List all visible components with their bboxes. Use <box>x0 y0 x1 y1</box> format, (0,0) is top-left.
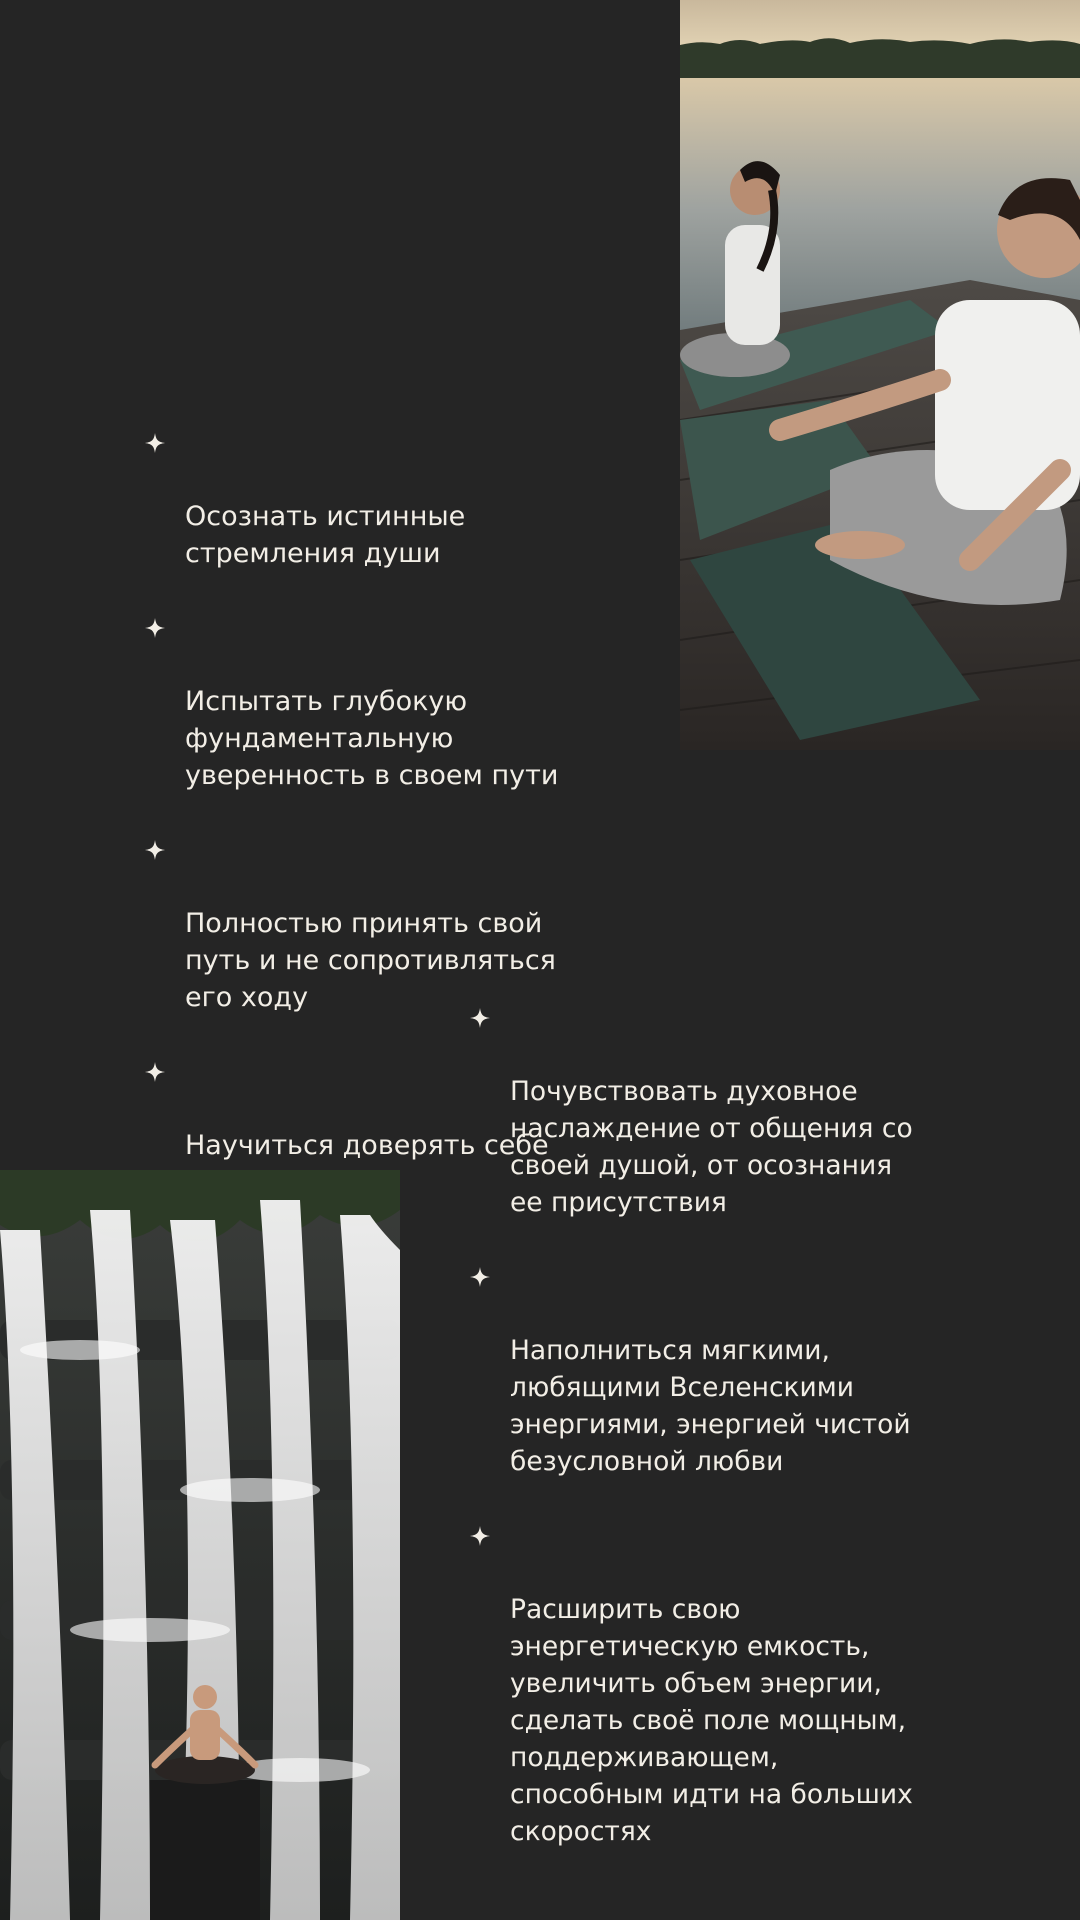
sparkle-star-icon <box>145 840 165 860</box>
list-item <box>145 609 625 794</box>
list-item-text: Расширить свою энергетическую емкость, увеличить объем энергии, сделать своё поле мощным, поддерживающем, способным идти на больших скоростях <box>510 1594 913 1847</box>
list-item <box>145 424 625 572</box>
sparkle-star-icon <box>470 1526 490 1546</box>
list-item-text: Осознать истинные стремления души <box>185 501 466 569</box>
list-item <box>470 1258 990 1480</box>
list-item <box>470 1517 990 1850</box>
sparkle-star-icon <box>145 618 165 638</box>
list-item-text: Испытать глубокую фундаментальную уверенность в своем пути <box>185 686 559 791</box>
sparkle-star-icon <box>145 1062 165 1082</box>
list-item <box>470 999 990 1221</box>
sparkle-star-icon <box>470 1267 490 1287</box>
meditation-couple-pier-photo <box>680 0 1080 750</box>
list-item-text: Научиться доверять себе <box>185 1130 549 1161</box>
sparkle-star-icon <box>145 433 165 453</box>
sparkle-star-icon <box>470 1008 490 1028</box>
list-item <box>145 831 625 1016</box>
list-item-text: Почувствовать духовное наслаждение от общения со своей душой, от осознания ее присутствия <box>510 1076 913 1218</box>
waterfall-meditation-photo <box>0 1170 400 1920</box>
benefits-list-right <box>470 999 990 1887</box>
list-item-text: Наполниться мягкими, любящими Вселенскими энергиями, энергией чистой безусловной любви <box>510 1335 911 1477</box>
list-item-text: Полностью принять свой путь и не сопротивляться его ходу <box>185 908 556 1013</box>
